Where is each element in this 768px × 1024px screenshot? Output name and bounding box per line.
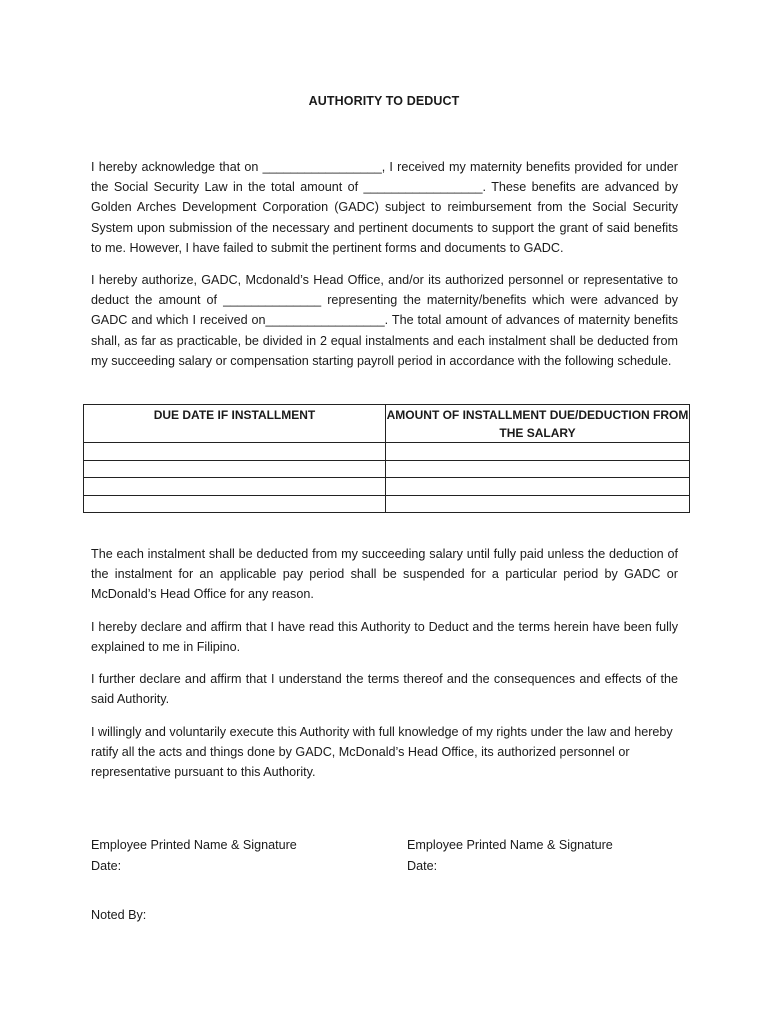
table-header-row xyxy=(84,405,690,443)
deduction-terms-paragraph: The each instalment shall be deducted from my succeeding salary until fully paid unless the deduction of the instalment for an applicable pay period shall be suspended for a particular period by GADC or McDonald’s Head Office for any reason. xyxy=(91,547,678,602)
column-header-amount: AMOUNT OF INSTALLMENT DUE/DEDUCTION FROM THE SALARY xyxy=(386,405,690,443)
document-title: AUTHORITY TO DEDUCT xyxy=(308,94,460,108)
table-cell xyxy=(386,443,690,461)
acknowledgement-paragraph: I hereby acknowledge that on _________________, I received my maternity benefits provided for under the Social Security Law in the total amount of _________________. These benefits are advanced by Golden Arches Development Corporation (GADC) subject to reimbursement from the Social Security System upon submission of the necessary and pertinent documents to support the grant of said benefits to me. However, I have failed to submit the pertinent forms and documents to GADC. xyxy=(91,160,678,255)
signature-block-left xyxy=(91,835,297,877)
ratification-paragraph: I willingly and voluntarily execute this Authority with full knowledge of my rights under the law and hereby ratify all the acts and things done by GADC, McDonald’s Head Office, its authorized personnel or representative pursuant to this Authority. xyxy=(91,725,673,780)
signature-name-label: Employee Printed Name & Signature xyxy=(91,838,297,852)
understanding-paragraph: I further declare and affirm that I understand the terms thereof and the consequences and effects of the said Authority. xyxy=(91,672,678,707)
authorization-paragraph: I hereby authorize, GADC, Mcdonald’s Head Office, and/or its authorized personnel or representative to deduct the amount of ______________ representing the maternity/benefits which were advanced by GADC and which I received on_________________. The total amount of advances of maternity benefits shall, as far as practicable, be divided in 2 equal instalments and each instalment shall be deducted from my succeeding salary or compensation starting payroll period in accordance with the following schedule. xyxy=(91,273,678,368)
signature-date-label: Date: xyxy=(407,859,438,873)
table-cell xyxy=(84,478,386,496)
table-cell xyxy=(84,495,386,513)
table-cell xyxy=(386,460,690,478)
table-cell xyxy=(386,495,690,513)
table-row xyxy=(84,478,690,496)
signature-block-right xyxy=(407,835,613,877)
table-row xyxy=(84,460,690,478)
declaration-paragraph: I hereby declare and affirm that I have read this Authority to Deduct and the terms herein have been fully explained to me in Filipino. xyxy=(91,620,678,655)
installment-schedule-table xyxy=(83,404,690,513)
table-row xyxy=(84,495,690,513)
table-cell xyxy=(84,460,386,478)
signature-name-label: Employee Printed Name & Signature xyxy=(407,838,613,852)
signature-date-label: Date: xyxy=(91,859,122,873)
table-row xyxy=(84,443,690,461)
noted-by-label: Noted By: xyxy=(91,908,147,922)
table-cell xyxy=(386,478,690,496)
column-header-due-date: DUE DATE IF INSTALLMENT xyxy=(84,405,386,443)
table-cell xyxy=(84,443,386,461)
